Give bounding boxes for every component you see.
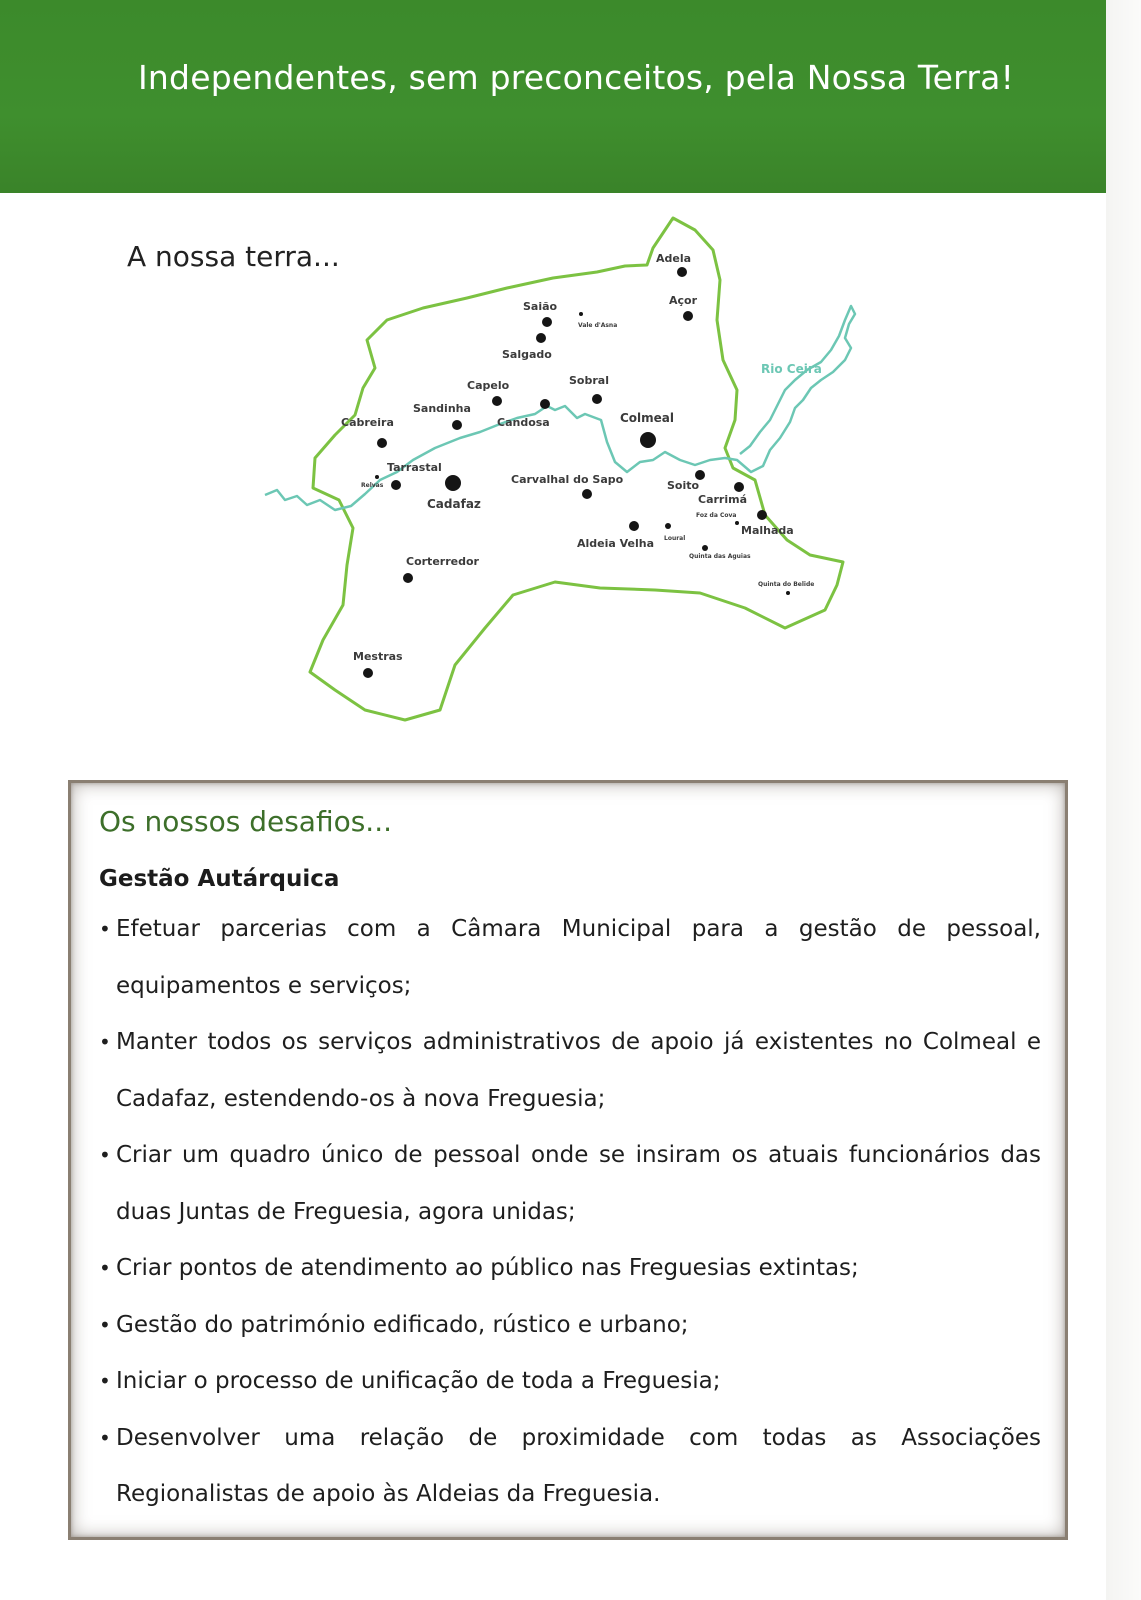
place-label: Malhada xyxy=(741,524,794,537)
place-dot xyxy=(391,480,401,490)
place-label: Saião xyxy=(523,300,558,313)
place-label: Relvas xyxy=(361,482,384,489)
place-label: Cadafaz xyxy=(427,497,481,511)
place-dot xyxy=(536,333,546,343)
place-label: Carvalhal do Sapo xyxy=(511,473,624,486)
challenges-panel xyxy=(68,780,1068,1540)
section-heading: Gestão Autárquica xyxy=(99,866,340,892)
place-dot xyxy=(582,489,592,499)
place-dot xyxy=(592,394,602,404)
parish-map xyxy=(255,210,875,745)
place-label: Corterredor xyxy=(406,555,479,568)
river-label: Rio Ceira xyxy=(761,362,822,376)
place-dot xyxy=(540,399,550,409)
place-dot xyxy=(492,396,502,406)
place-label: Cabreira xyxy=(341,416,394,429)
place-dot xyxy=(786,591,790,595)
bullet-icon: • xyxy=(99,1312,111,1337)
place-dot xyxy=(640,432,656,448)
place-label: Mestras xyxy=(353,650,403,663)
list-item: • Desenvolver uma relação de proximidade com todas as Associações Regionalistas de apoio às Aldeias da Freguesia. xyxy=(99,1410,1041,1523)
place-label: Soito xyxy=(667,479,700,492)
list-item: • Efetuar parcerias com a Câmara Municipal para a gestão de pessoal, equipamentos e serviços; xyxy=(99,901,1041,1014)
place-dot xyxy=(403,573,413,583)
page-edge xyxy=(1106,0,1141,1600)
challenges-list xyxy=(99,901,1041,1523)
place-label: Aldeia Velha xyxy=(577,537,655,550)
bullet-icon: • xyxy=(99,1143,111,1167)
bullet-icon: • xyxy=(99,1030,111,1054)
list-item: • Gestão do património edificado, rústico e urbano; xyxy=(99,1297,1041,1354)
place-label: Tarrastal xyxy=(387,461,442,474)
place-dot xyxy=(629,521,639,531)
place-label: Carrimá xyxy=(698,493,748,506)
list-item: • Criar pontos de atendimento ao público nas Freguesias extintas; xyxy=(99,1240,1041,1297)
place-label: Candosa xyxy=(497,416,550,429)
place-label: Salgado xyxy=(502,348,552,361)
map-heading: A nossa terra... xyxy=(127,240,340,273)
bullet-icon: • xyxy=(99,1369,111,1393)
place-dot xyxy=(702,545,708,551)
bullet-icon: • xyxy=(99,917,111,941)
banner-title: Independentes, sem preconceitos, pela Nossa Terra! xyxy=(138,58,1014,97)
header-banner xyxy=(0,0,1106,193)
place-dot xyxy=(735,521,739,525)
list-item: • Iniciar o processo de unificação de toda a Freguesia; xyxy=(99,1353,1041,1410)
place-dot xyxy=(377,438,387,448)
list-item: • Criar um quadro único de pessoal onde se insiram os atuais funcionários das duas Juntas de Freguesia, agora unidas; xyxy=(99,1127,1041,1240)
list-item: • Manter todos os serviços administrativos de apoio já existentes no Colmeal e Cadafaz, estendendo-os à nova Freguesia; xyxy=(99,1014,1041,1127)
place-label: Sobral xyxy=(569,374,609,387)
place-dot xyxy=(363,668,373,678)
place-label: Colmeal xyxy=(620,411,675,425)
place-label: Quinta das Aguias xyxy=(689,553,751,560)
place-dot xyxy=(579,312,583,316)
challenges-title: Os nossos desafios... xyxy=(99,805,393,838)
place-dot xyxy=(677,267,687,277)
bullet-icon: • xyxy=(99,1425,111,1450)
place-label: Sandinha xyxy=(413,402,471,415)
place-dot xyxy=(452,420,462,430)
bullet-icon: • xyxy=(99,1256,111,1280)
place-label: Capelo xyxy=(467,379,510,392)
place-dot xyxy=(734,482,744,492)
place-dot xyxy=(375,475,379,479)
place-dot xyxy=(683,311,693,321)
place-dot xyxy=(542,317,552,327)
place-dot xyxy=(757,510,767,520)
place-label: Quinta do Belide xyxy=(758,581,815,588)
place-label: Açor xyxy=(669,294,698,307)
place-label: Vale d'Asna xyxy=(578,322,618,329)
place-label: Loural xyxy=(664,535,686,542)
place-dot xyxy=(665,523,671,529)
place-dot xyxy=(445,475,461,491)
place-label: Adela xyxy=(656,252,692,265)
place-label: Foz da Cova xyxy=(696,512,737,519)
